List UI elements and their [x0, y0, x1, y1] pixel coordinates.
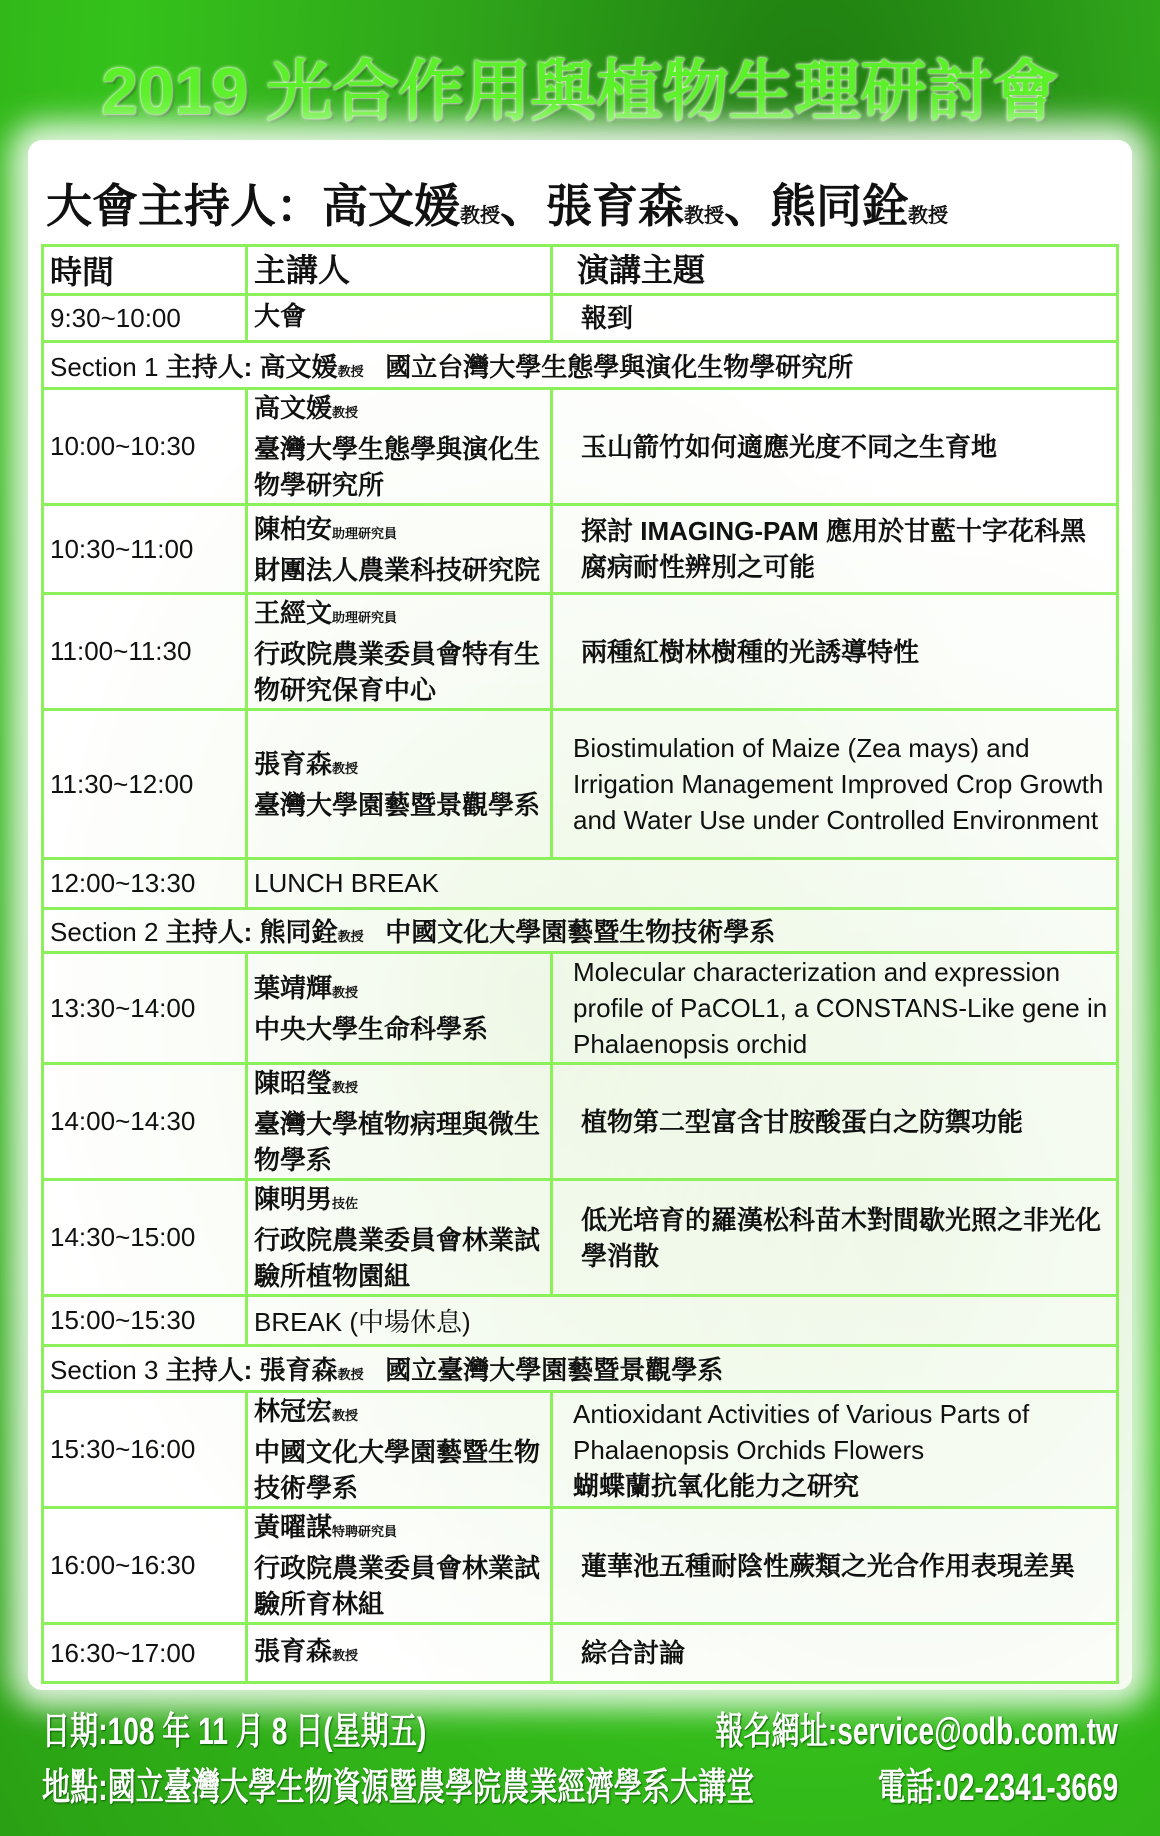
time-cell: 15:30~16:00 — [43, 1392, 247, 1508]
break-row — [43, 1296, 1118, 1346]
topic-text: 報到 — [581, 303, 634, 333]
speaker-title: 教授 — [332, 760, 359, 776]
header-speaker: 主講人 — [247, 246, 552, 295]
break-label: LUNCH BREAK — [247, 859, 1118, 909]
contact-phone: 電話:02-2341-3669 — [877, 1767, 1118, 1809]
chair-title: 教授 — [337, 929, 364, 944]
chair-title: 教授 — [337, 363, 364, 379]
topic-text: 綜合討論 — [581, 1638, 686, 1668]
speaker-name: 王經文 — [254, 598, 333, 628]
topic-cell — [552, 1392, 1118, 1508]
table-row — [43, 710, 1118, 859]
separator: 、 — [500, 180, 546, 232]
topic-cell — [552, 1180, 1118, 1296]
section-row — [43, 1346, 1118, 1392]
chair-label: 主持人: — [165, 351, 253, 382]
speaker-cell — [247, 1392, 552, 1508]
topic-cell — [552, 1064, 1118, 1180]
table-row — [43, 505, 1118, 594]
topic-text: Biostimulation of Maize (Zea mays) and Irrigation Management Improved Crop Growth and Water Use under Controlled Environment — [573, 733, 1104, 835]
speaker-name: 大會 — [254, 300, 307, 331]
event-date: 日期:108 年 11 月 8 日(星期五) — [42, 1711, 427, 1753]
speaker-name: 黃曜謀 — [254, 1512, 333, 1542]
speaker-affiliation: 行政院農業委員會林業試驗所育林組 — [254, 1553, 541, 1619]
section-label: Section 1 — [50, 351, 159, 382]
time-cell: 15:00~15:30 — [43, 1296, 247, 1346]
speaker-affiliation: 臺灣大學生態學與演化生物學研究所 — [254, 434, 541, 500]
time-cell: 10:30~11:00 — [43, 505, 247, 594]
speaker-affiliation: 行政院農業委員會林業試驗所植物園組 — [254, 1225, 541, 1291]
speaker-affiliation: 財團法人農業科技研究院 — [254, 554, 541, 585]
speaker-title: 教授 — [332, 1647, 359, 1663]
host-title: 教授 — [460, 205, 500, 227]
speaker-cell — [247, 1064, 552, 1180]
host-name: 熊同銓 — [770, 180, 908, 232]
speaker-cell — [247, 295, 552, 342]
speaker-title: 教授 — [332, 1080, 359, 1095]
header-topic: 演講主題 — [552, 246, 1118, 295]
topic-cell — [552, 594, 1118, 710]
speaker-name: 葉靖輝 — [254, 972, 333, 1003]
topic-cell — [552, 710, 1118, 859]
table-row — [43, 295, 1118, 342]
speaker-name: 陳明男 — [254, 1184, 333, 1214]
time-cell: 10:00~10:30 — [43, 389, 247, 505]
separator: 、 — [724, 180, 770, 232]
topic-cell — [552, 505, 1118, 594]
time-cell: 16:30~17:00 — [43, 1624, 247, 1683]
chair-title: 教授 — [337, 1367, 364, 1382]
topic-cell — [552, 953, 1118, 1064]
chair-affiliation: 國立台灣大學生態學與演化生物學研究所 — [385, 351, 854, 382]
time-cell: 11:30~12:00 — [43, 710, 247, 859]
speaker-title: 助理研究員 — [332, 610, 398, 625]
table-row — [43, 1064, 1118, 1180]
chair-name: 熊同銓 — [259, 917, 338, 947]
hosts-label: 大會主持人： — [46, 180, 322, 232]
host-title: 教授 — [908, 205, 948, 227]
speaker-name: 張育森 — [254, 748, 333, 779]
speaker-name: 林冠宏 — [254, 1396, 333, 1426]
topic-cell — [552, 295, 1118, 342]
speaker-title: 教授 — [332, 1408, 359, 1423]
speaker-name: 陳昭瑩 — [254, 1068, 333, 1098]
section-cell — [43, 1346, 1118, 1392]
time-cell: 14:00~14:30 — [43, 1064, 247, 1180]
table-row — [43, 1392, 1118, 1508]
topic-text: 探討 IMAGING-PAM 應用於甘藍十字花科黑腐病耐性辨別之可能 — [581, 516, 1087, 582]
section-cell — [43, 909, 1118, 953]
host-name: 張育森 — [546, 180, 684, 232]
speaker-cell — [247, 389, 552, 505]
topic-text: 玉山箭竹如何適應光度不同之生育地 — [581, 431, 998, 462]
break-row — [43, 859, 1118, 909]
speaker-affiliation: 中央大學生命科學系 — [254, 1013, 489, 1044]
topic-text: Molecular characterization and expression profile of PaCOL1, a CONSTANS-Like gene in Phalaenopsis orchid — [573, 957, 1108, 1059]
section-label: Section 3 — [50, 1355, 159, 1385]
speaker-affiliation: 臺灣大學植物病理與微生物學系 — [254, 1109, 541, 1175]
chair-name: 高文媛 — [259, 351, 338, 382]
speaker-cell — [247, 505, 552, 594]
section-row — [43, 909, 1118, 953]
section-cell — [43, 342, 1118, 389]
table-row — [43, 953, 1118, 1064]
chair-label: 主持人: — [165, 917, 253, 947]
host-name: 高文媛 — [322, 180, 460, 232]
topic-subtitle: 蝴蝶蘭抗氧化能力之研究 — [573, 1470, 860, 1501]
topic-text: Antioxidant Activities of Various Parts of Phalaenopsis Orchids Flowers — [573, 1398, 1030, 1465]
chair-affiliation: 中國文化大學園藝暨生物技術學系 — [385, 917, 776, 947]
topic-text: 兩種紅樹林樹種的光誘導特性 — [581, 636, 920, 667]
break-label: BREAK (中場休息) — [247, 1296, 1118, 1346]
topic-text: 蓮華池五種耐陰性蕨類之光合作用表現差異 — [581, 1550, 1076, 1581]
time-cell: 9:30~10:00 — [43, 295, 247, 342]
signup-email: 報名網址:service@odb.com.tw — [715, 1711, 1118, 1753]
time-cell: 14:30~15:00 — [43, 1180, 247, 1296]
event-venue: 地點:國立臺灣大學生物資源暨農學院農業經濟學系大講堂 — [42, 1767, 755, 1809]
chair-name: 張育森 — [259, 1355, 338, 1385]
speaker-title: 教授 — [332, 405, 359, 420]
speaker-cell — [247, 710, 552, 859]
header-time: 時間 — [43, 246, 247, 295]
speaker-cell — [247, 1508, 552, 1624]
table-row — [43, 1624, 1118, 1683]
topic-text: 植物第二型富含甘胺酸蛋白之防禦功能 — [581, 1106, 1024, 1137]
speaker-title: 教授 — [332, 984, 359, 1000]
table-header-row — [43, 246, 1118, 295]
speaker-name: 陳柏安 — [254, 513, 333, 544]
topic-text: 低光培育的羅漢松科苗木對間歇光照之非光化學消散 — [581, 1204, 1102, 1271]
speaker-name: 高文媛 — [254, 393, 333, 423]
speaker-title: 特聘研究員 — [332, 1524, 398, 1539]
page-title: 2019 光合作用與植物生理研討會 — [101, 54, 1059, 128]
speaker-cell — [247, 594, 552, 710]
table-row — [43, 1508, 1118, 1624]
conference-hosts — [46, 170, 948, 236]
table-row — [43, 594, 1118, 710]
speaker-cell — [247, 1180, 552, 1296]
chair-label: 主持人: — [165, 1355, 253, 1385]
chair-affiliation: 國立臺灣大學園藝暨景觀學系 — [385, 1355, 724, 1385]
time-cell: 11:00~11:30 — [43, 594, 247, 710]
speaker-cell — [247, 953, 552, 1064]
topic-cell — [552, 1508, 1118, 1624]
speaker-name: 張育森 — [254, 1635, 333, 1666]
speaker-affiliation: 行政院農業委員會特有生物研究保育中心 — [254, 639, 541, 705]
time-cell: 13:30~14:00 — [43, 953, 247, 1064]
speaker-title: 助理研究員 — [332, 525, 398, 541]
table-row — [43, 1180, 1118, 1296]
speaker-cell — [247, 1624, 552, 1683]
schedule-table — [41, 244, 1119, 1684]
time-cell: 12:00~13:30 — [43, 859, 247, 909]
speaker-title: 技佐 — [332, 1196, 359, 1211]
speaker-affiliation: 臺灣大學園藝暨景觀學系 — [254, 789, 541, 820]
section-label: Section 2 — [50, 917, 159, 947]
speaker-affiliation: 中國文化大學園藝暨生物技術學系 — [254, 1437, 541, 1503]
host-title: 教授 — [684, 205, 724, 227]
topic-cell — [552, 1624, 1118, 1683]
section-row — [43, 342, 1118, 389]
topic-cell — [552, 389, 1118, 505]
table-row — [43, 389, 1118, 505]
time-cell: 16:00~16:30 — [43, 1508, 247, 1624]
